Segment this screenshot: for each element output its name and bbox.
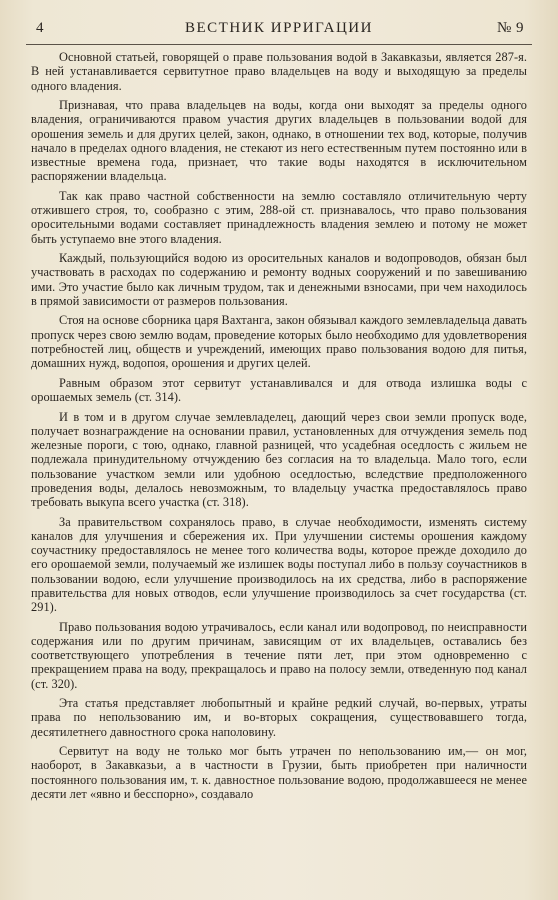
- journal-title: ВЕСТНИК ИРРИГАЦИИ: [185, 20, 373, 36]
- article-body: [31, 50, 527, 807]
- paragraph: Равным образом этот сервитут устанавливался и для отвода излишка воды с орошаемых земель (ст. 314).: [31, 375, 527, 404]
- paragraph: Стоя на основе сборника царя Вахтанга, закон обязывал каждого землевладельца давать пропуск через свою землю водам, проведение которых было необходимо для удовлетворения потребностей лиц, обществ и учреждений, имеющих право пользования водою для питья, домашних нужд, водопоя, орошения и других целей.: [31, 313, 527, 371]
- paragraph: Сервитут на воду не только мог быть утрачен по непользованию им,— он мог, наоборот, в Закавказьи, а в частности в Грузии, быть приобретен при наличности постоянного пользования им, т. к. давностное пользование водою, продолжавшееся не менее десяти лет «явно и бесспорно», создавало: [31, 744, 527, 801]
- paragraph: Так как право частной собственности на землю составляло отличительную черту отжившего строя, то, сообразно с этим, 288-ой ст. признавалось, что право пользования оросительными водами составляет принадлежность владения землею и потому не может быть уступаемо вне этого владения.: [31, 188, 527, 246]
- paragraph: И в том и в другом случае землевладелец, дающий через свои земли пропуск воде, получает вознаграждение на основании правил, установленных для отчуждения земель под железные пороги, с тою, однако, главной разницей, что усадебная оседлость с жильем не подлежала принудительному отчуждению без согласия на то владельца. Мало того, если пользование участком земли или удобною оседлостью, вследствие предположенного проведения воды, делалось невозможным, то владельцу участка предоставлялось право требовать выкупа всего участка (ст. 318).: [31, 409, 527, 510]
- issue-number: № 9: [496, 20, 524, 36]
- paragraph: За правительством сохранялось право, в случае необходимости, изменять систему каналов для улучшения и сбережения их. При улучшении системы орошения каждому соучастнику предоставлялось не менее того количества воды, которое прежде доходило до его орошаемой земли, получаемый же излишек воды поступал либо в пользу соучастников в пользовании водою, если улучшение производилось на их средства, либо в распоряжение правительства для новых отводов, если улучшение производилось за счет государства (ст. 291).: [31, 514, 527, 615]
- running-header: [30, 20, 528, 42]
- paragraph: Признавая, что права владельцев на воды, когда они выходят за пределы одного владения, ограничиваются правом участия других владельцев в пользовании водой для орошения земель и для других целей, закон, однако, в отношении тех вод, которые, получив начало в пределах одного владения, не стекают из него естественным путем постоянно или в известные времена года, признает, что такие воды находятся в исключительном распоряжении владельца.: [31, 98, 527, 184]
- header-rule: [26, 44, 532, 45]
- paragraph: Эта статья представляет любопытный и крайне редкий случай, во-первых, утраты права по непользованию им, и во-вторых сокращения, существовавшего тогда, десятилетнего давностного срока наполовину.: [31, 696, 527, 739]
- paragraph: Основной статьей, говорящей о праве пользования водой в Закавказьи, является 287-я. В ней устанавливается сервитутное право владельцев на воду и выходящую за пределы одного владения.: [31, 50, 527, 93]
- page-number: 4: [36, 20, 44, 36]
- paragraph: Право пользования водою утрачивалось, если канал или водопровод, по неисправности содержания или по другим причинам, зависящим от их владельцев, оставались без соответствующего употребления в течение пяти лет, при этом одновременно с прекращением права на воду, прекращалось и право на полосу земли, отведенную под канал (ст. 320).: [31, 619, 527, 691]
- paragraph: Каждый, пользующийся водою из оросительных каналов и водопроводов, обязан был участвовать в расходах по содержанию и ремонту водных сооружений и по завешиванию ими. Это участие было как личным трудом, так и денежными взносами, при чем находилось в прямой зависимости от размеров пользования.: [31, 251, 527, 308]
